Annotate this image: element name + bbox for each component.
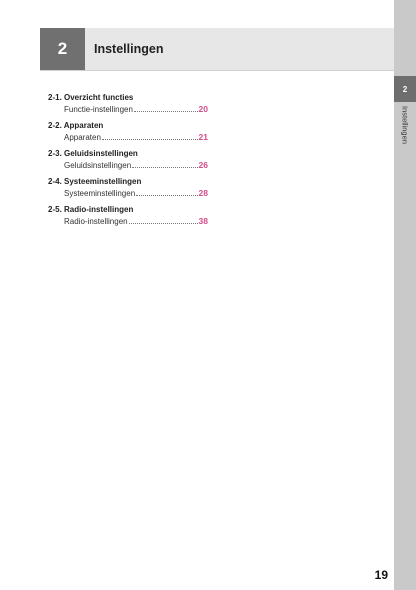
toc-section-heading: 2-4. Systeeminstellingen bbox=[48, 177, 142, 186]
side-tab-label: Instellingen bbox=[400, 106, 410, 144]
toc-leader-dots bbox=[129, 223, 198, 224]
toc-entry-label: Systeeminstellingen bbox=[64, 189, 136, 198]
side-tab-number: 2 bbox=[402, 84, 408, 94]
chapter-title: Instellingen bbox=[94, 42, 164, 56]
header-divider bbox=[40, 70, 394, 71]
table-of-contents bbox=[48, 92, 208, 232]
toc-section bbox=[48, 120, 208, 144]
toc-entry[interactable] bbox=[48, 131, 208, 144]
side-tab-number-box[interactable] bbox=[394, 76, 416, 102]
toc-section bbox=[48, 148, 208, 172]
chapter-number: 2 bbox=[57, 39, 68, 58]
toc-entry[interactable] bbox=[48, 103, 208, 116]
toc-section-heading: 2-5. Radio-instellingen bbox=[48, 205, 134, 214]
toc-leader-dots bbox=[132, 167, 197, 168]
toc-section-heading: 2-2. Apparaten bbox=[48, 121, 104, 130]
chapter-number-box bbox=[40, 28, 85, 70]
toc-section-heading: 2-3. Geluidsinstellingen bbox=[48, 149, 138, 158]
toc-page-number[interactable]: 26 bbox=[198, 160, 208, 170]
toc-entry-label: Apparaten bbox=[64, 133, 101, 142]
toc-page-number[interactable]: 20 bbox=[198, 104, 208, 114]
toc-section bbox=[48, 176, 208, 200]
toc-leader-dots bbox=[136, 195, 197, 196]
toc-section-heading: 2-1. Overzicht functies bbox=[48, 93, 134, 102]
toc-entry-label: Functie-instellingen bbox=[64, 105, 133, 114]
toc-entry-label: Radio-instellingen bbox=[64, 217, 128, 226]
page-number: 19 bbox=[374, 568, 388, 582]
toc-page-number[interactable]: 21 bbox=[198, 132, 208, 142]
toc-entry[interactable] bbox=[48, 187, 208, 200]
toc-leader-dots bbox=[134, 111, 198, 112]
toc-leader-dots bbox=[102, 139, 198, 140]
toc-section bbox=[48, 92, 208, 116]
toc-entry-label: Geluidsinstellingen bbox=[64, 161, 132, 170]
toc-entry[interactable] bbox=[48, 215, 208, 228]
toc-section bbox=[48, 204, 208, 228]
toc-page-number[interactable]: 38 bbox=[198, 216, 208, 226]
toc-page-number[interactable]: 28 bbox=[198, 188, 208, 198]
toc-entry[interactable] bbox=[48, 159, 208, 172]
